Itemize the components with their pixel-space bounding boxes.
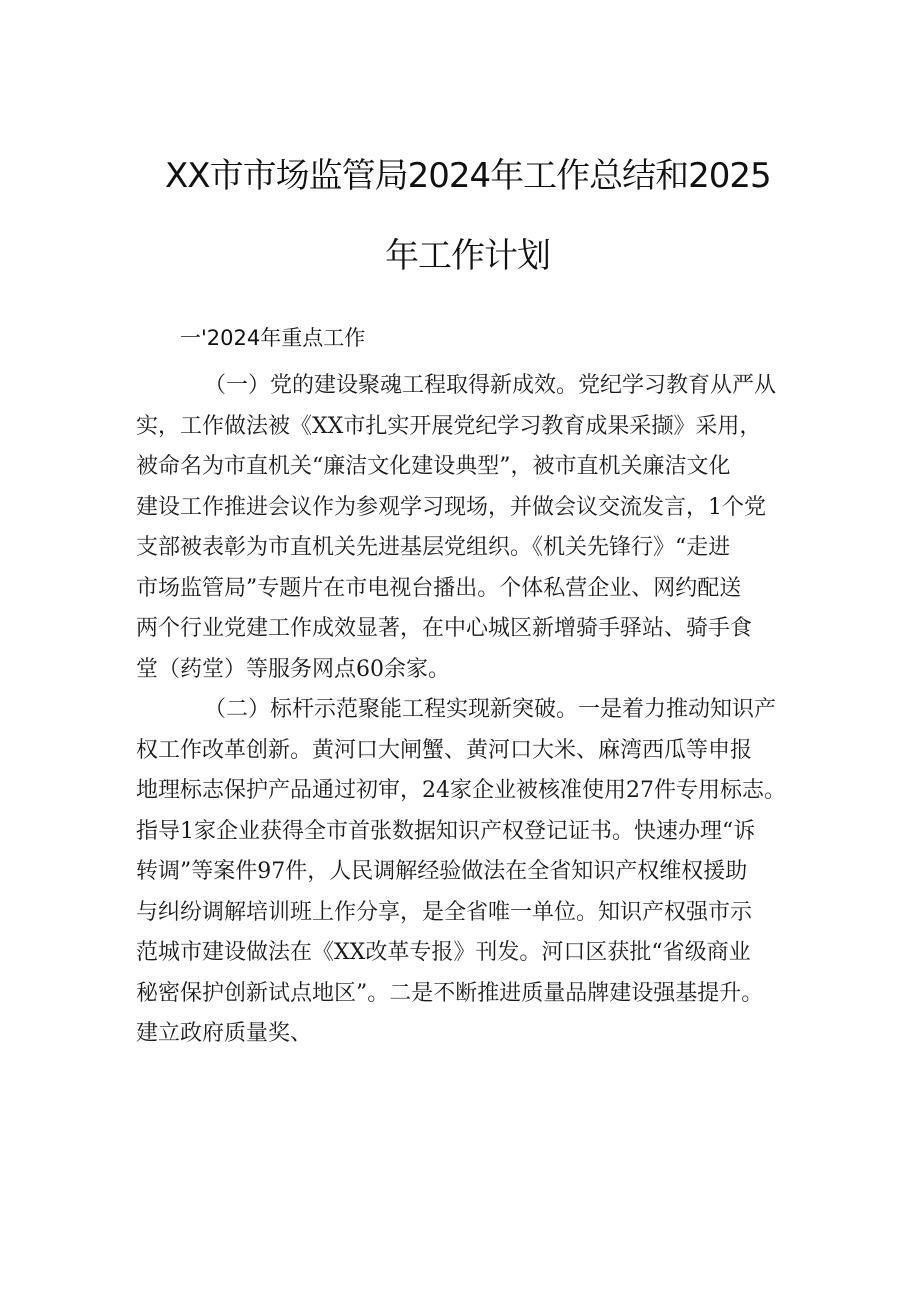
paragraph-line: 权工作改革创新。黄河口大闸蟹、黄河口大米、麻湾西瓜等申报 — [136, 737, 753, 763]
paragraph-1 — [136, 366, 808, 690]
paragraph-line: 市场监管局”专题片在市电视台播出。个体私营企业、网约配送 — [136, 575, 742, 601]
document-body — [136, 366, 808, 1055]
paragraph-line: 两个行业党建工作成效显著，在中心城区新增骑手驿站、骑手食 — [136, 616, 753, 641]
document-title-line-1: XX市市场监管局2024年工作总结和2025 — [165, 156, 771, 196]
paragraph-line: 地理标志保护产品通过初审，24家企业被核准使用27件专用标志。 — [136, 778, 786, 803]
paragraph-line: 支部被表彰为市直机关先进基层党组织。《机关先锋行》“走进 — [136, 535, 731, 560]
section-heading: 一'2024年重点工作 — [180, 326, 366, 350]
paragraph-line: 与纠纷调解培训班上作分享，是全省唯一单位。知识产权强市示 — [136, 899, 753, 925]
paragraph-line: 建设工作推进会议作为参观学习现场，并做会议交流发言，1个党 — [136, 494, 766, 520]
paragraph-line: （二）标杆示范聚能工程实现新突破。一是着力推动知识产 — [204, 697, 777, 722]
paragraph-line: （一）党的建设聚魂工程取得新成效。党纪学习教育从严从 — [204, 373, 777, 398]
paragraph-line: 被命名为市直机关“廉洁文化建设典型”，被市直机关廉洁文化 — [136, 454, 731, 479]
document-title-line-2: 年工作计划 — [385, 236, 550, 276]
paragraph-line: 转调”等案件97件，人民调解经验做法在全省知识产权维权援助 — [136, 859, 748, 884]
paragraph-line: 建立政府质量奖、 — [136, 1021, 313, 1046]
paragraph-2 — [136, 690, 808, 1055]
paragraph-line: 堂（药堂）等服务网点60余家。 — [136, 656, 450, 682]
paragraph-line: 范城市建设做法在《XX改革专报》刊发。河口区获批“省级商业 — [136, 940, 751, 965]
paragraph-line: 实，工作做法被《XX市扎实开展党纪学习教育成果采撷》采用， — [136, 413, 762, 439]
paragraph-line: 指导1家企业获得全市首张数据知识产权登记证书。快速办理“诉 — [136, 818, 756, 844]
paragraph-line: 秘密保护创新试点地区”。二是不断推进质量品牌建设强基提升。 — [136, 980, 764, 1006]
